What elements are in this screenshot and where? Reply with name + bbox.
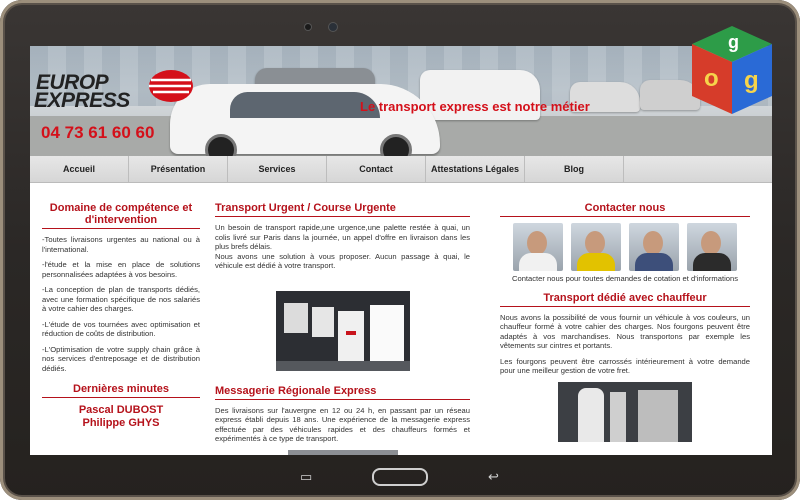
section-title: Contacter nous bbox=[500, 202, 750, 217]
logo-text: EXPRESS bbox=[34, 89, 130, 112]
paragraph: Nous avons la possibilité de vous fournir un véhicule à vos couleurs, un chauffeur formé à votre cahier des charges. Nos fourgons peuvent être adaptés à vos marchandises. Nous transportons par exemple les vêtements sur cintres et portants. bbox=[500, 312, 750, 350]
svg-text:o: o bbox=[704, 65, 719, 92]
svg-text:g: g bbox=[728, 32, 739, 52]
nav-blog[interactable]: Blog bbox=[525, 156, 624, 182]
staff-photo bbox=[571, 223, 621, 271]
section-title: Transport dédié avec chauffeur bbox=[500, 292, 750, 307]
paragraph: -L'Optimisation de votre supply chain grâce à nos services d'entreposage et de distribution dédiés. bbox=[42, 344, 200, 373]
staff-photo bbox=[687, 223, 737, 271]
phone-number[interactable]: 04 73 61 60 60 bbox=[41, 123, 155, 142]
contact-text: Contacter nous pour toutes demandes de cotation et d'informations bbox=[511, 274, 739, 283]
svg-text:g: g bbox=[744, 67, 759, 94]
paragraph: Des livraisons sur l'auvergne en 12 ou 24 h, en passant par un réseau express établi depuis 18 ans. Une expérience de la messagerie express effectuée par des véhicules rapides et des chauffeurs formés et expérimentés à ce type de transport. bbox=[215, 405, 470, 443]
nav-attestations[interactable]: Attestations Légales bbox=[426, 156, 525, 182]
section-title: Transport Urgent / Course Urgente bbox=[215, 202, 470, 217]
section-title: Messagerie Régionale Express bbox=[215, 385, 470, 400]
paragraph: Les fourgons peuvent être carrossés intérieurement à votre demande pour une meilleur gestion de votre fret. bbox=[500, 356, 750, 375]
garment-photo bbox=[558, 382, 692, 442]
news-name[interactable]: Philippe GHYS bbox=[82, 417, 160, 429]
section-title: Dernières minutes bbox=[42, 383, 200, 398]
recent-apps-icon[interactable]: ▭ bbox=[300, 469, 313, 484]
paragraph: -l'étude et la mise en place de solutions personnalisées adaptées à vos besoins. bbox=[42, 260, 200, 279]
site-logo[interactable] bbox=[34, 71, 130, 112]
nav-contact[interactable]: Contact bbox=[327, 156, 426, 182]
photo-partial bbox=[288, 450, 398, 456]
nav-services[interactable]: Services bbox=[228, 156, 327, 182]
home-button[interactable] bbox=[372, 468, 428, 486]
camera-lens bbox=[329, 23, 337, 31]
paragraph: -La conception de plan de transports dédiés, avec une formation spécifique de nos salariés à votre cahier des charges. bbox=[42, 285, 200, 313]
header-banner bbox=[30, 46, 772, 156]
paragraph: -L'étude de vos tournées avec optimisation et réduction de coûts de distribution. bbox=[42, 319, 200, 338]
main-nav bbox=[30, 156, 772, 183]
tagline: Le transport express est notre métier bbox=[360, 99, 590, 114]
news-name[interactable]: Pascal DUBOST bbox=[78, 404, 164, 416]
staff-photo bbox=[629, 223, 679, 271]
staff-photo bbox=[513, 223, 563, 271]
google-cube-icon[interactable] bbox=[684, 22, 780, 118]
right-column bbox=[500, 202, 750, 442]
staff-photos bbox=[500, 223, 750, 271]
logo-swoosh-icon bbox=[145, 66, 195, 106]
paragraph: -Toutes livraisons urgentes au national ou à l'international. bbox=[42, 235, 200, 254]
nav-presentation[interactable]: Présentation bbox=[129, 156, 228, 182]
nav-accueil[interactable]: Accueil bbox=[30, 156, 129, 182]
paragraph: Un besoin de transport rapide,une urgence,une palette restée à quai, un colis livré sur Paris dans la journée, un appel d'offre en livraison dans les plus brefs délais. bbox=[215, 223, 470, 251]
back-icon[interactable]: ↩ bbox=[488, 469, 499, 484]
sensor-dot bbox=[305, 24, 311, 30]
section-title: Domaine de compétence et d'intervention bbox=[42, 202, 200, 229]
center-column bbox=[215, 202, 470, 455]
logo-text: EUROP bbox=[36, 71, 109, 94]
screen bbox=[30, 46, 772, 455]
warehouse-photo bbox=[276, 291, 410, 371]
left-column bbox=[42, 202, 200, 430]
paragraph: Nous avons une solution à vous proposer. Aucun passage à quai, le véhicule est dédié à votre transport. bbox=[215, 251, 470, 270]
